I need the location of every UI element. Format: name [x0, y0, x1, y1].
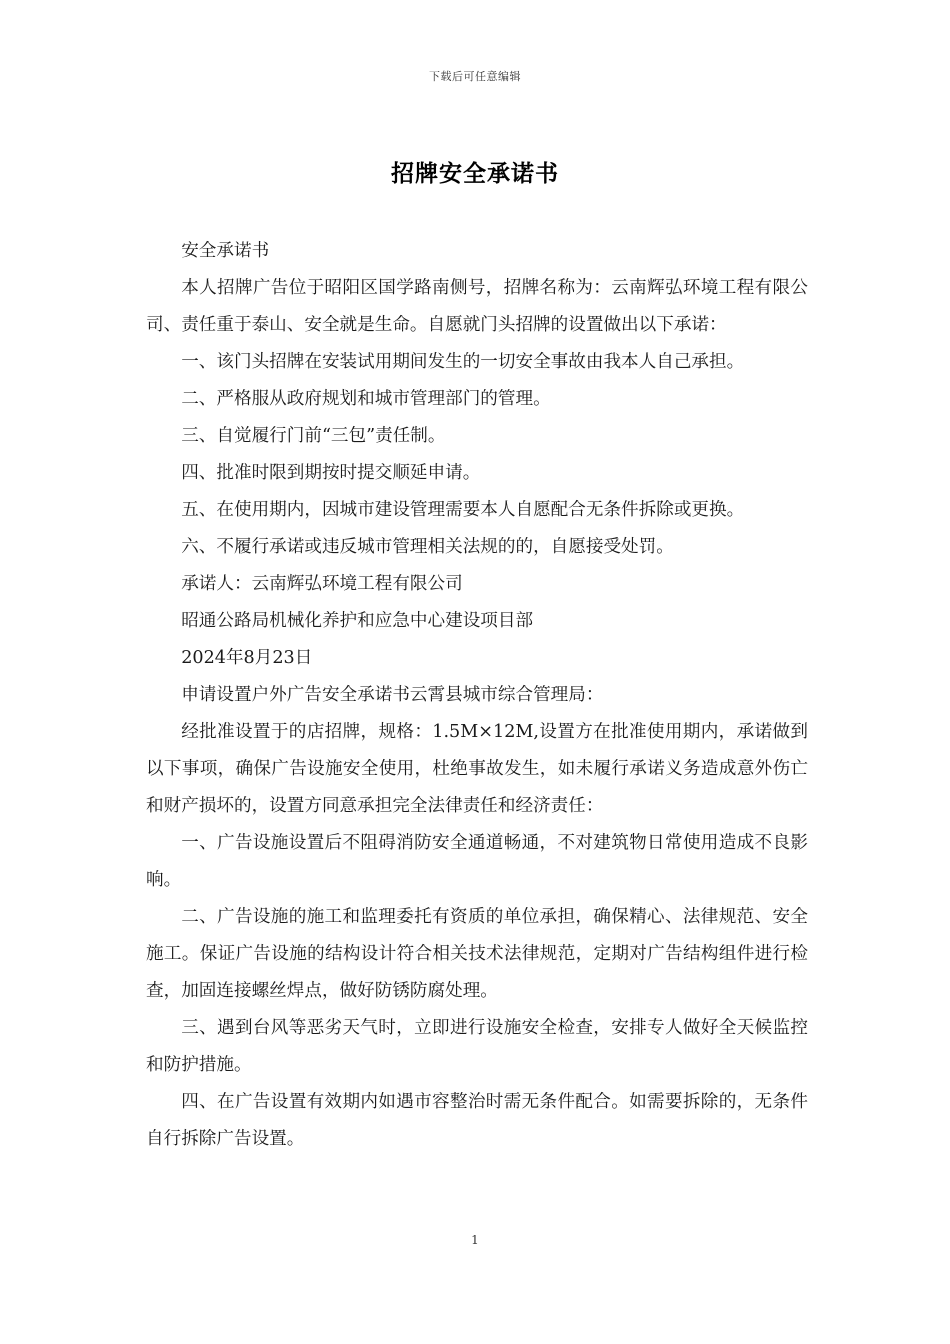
paragraph: 本人招牌广告位于昭阳区国学路南侧号，招牌名称为：云南辉弘环境工程有限公司、责任重于泰山、安全就是生命。自愿就门头招牌的设置做出以下承诺：	[146, 278, 808, 335]
header-note: 下载后可任意编辑	[429, 70, 521, 83]
paragraph: 二、严格服从政府规划和城市管理部门的管理。	[181, 389, 551, 409]
signatory-line: 承诺人：云南辉弘环境工程有限公司	[181, 574, 463, 594]
page-number: 1	[471, 1233, 479, 1247]
paragraph: 四、批准时限到期按时提交顺延申请。	[181, 463, 481, 483]
paragraph: 六、不履行承诺或违反城市管理相关法规的的，自愿接受处罚。	[181, 537, 674, 557]
paragraph: 一、广告设施设置后不阻碍消防安全通道畅通，不对建筑物日常使用造成不良影响。	[146, 833, 808, 890]
department-line: 昭通公路局机械化养护和应急中心建设项目部	[181, 611, 534, 631]
paragraph: 三、自觉履行门前“三包”责任制。	[181, 426, 446, 446]
paragraph: 四、在广告设置有效期内如遇市容整治时需无条件配合。如需要拆除的，无条件自行拆除广告设置。	[146, 1092, 808, 1149]
paragraph: 申请设置户外广告安全承诺书云霄县城市综合管理局：	[181, 685, 604, 705]
date-line: 2024年8月23日	[181, 648, 313, 668]
paragraph: 安全承诺书	[181, 241, 270, 261]
paragraph: 一、该门头招牌在安装试用期间发生的一切安全事故由我本人自己承担。	[181, 352, 745, 372]
paragraph: 五、在使用期内，因城市建设管理需要本人自愿配合无条件拆除或更换。	[181, 500, 745, 520]
paragraph: 三、遇到台风等恶劣天气时，立即进行设施安全检查，安排专人做好全天候监控和防护措施。	[146, 1018, 808, 1075]
document-title: 招牌安全承诺书	[391, 160, 559, 187]
document-body	[146, 233, 808, 1158]
paragraph: 经批准设置于的店招牌，规格：1.5M×12M,设置方在批准使用期内，承诺做到以下事项，确保广告设施安全使用，杜绝事故发生，如未履行承诺义务造成意外伤亡和财产损坏的，设置方同意承担完全法律责任和经济责任：	[146, 722, 808, 816]
paragraph: 二、广告设施的施工和监理委托有资质的单位承担，确保精心、法律规范、安全施工。保证广告设施的结构设计符合相关技术法律规范，定期对广告结构组件进行检查，加固连接螺丝焊点，做好防锈防腐处理。	[146, 907, 808, 1001]
